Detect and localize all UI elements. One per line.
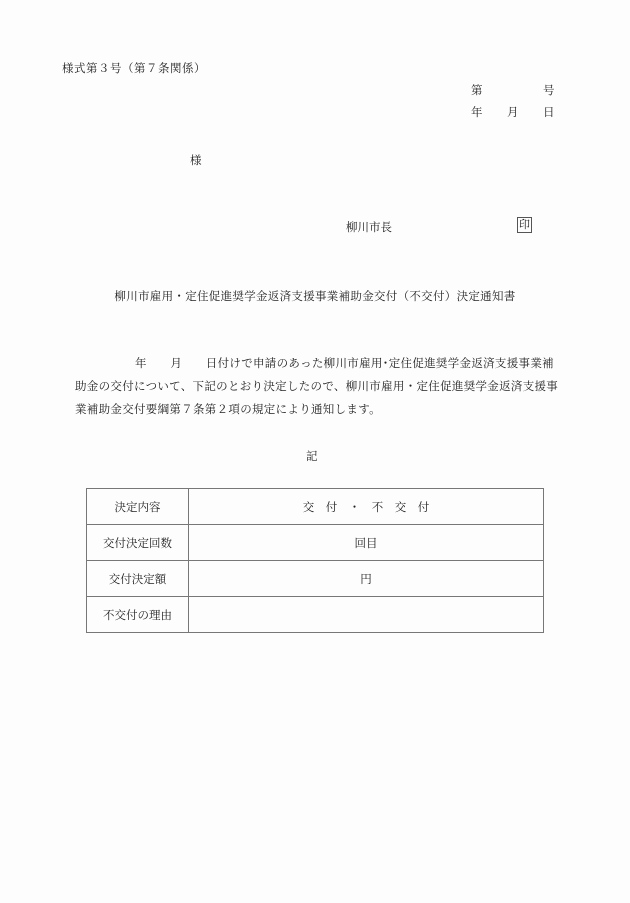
document-title: 柳川市雇用・定住促進奨学金返済支援事業補助金交付（不交付）決定通知書 xyxy=(114,289,516,303)
doc-number-prefix: 第 xyxy=(471,83,483,97)
form-label: 様式第３号（第７条関係） xyxy=(62,61,206,75)
row-value xyxy=(189,597,544,633)
ki-heading: 記 xyxy=(306,449,318,463)
table-row xyxy=(87,525,544,561)
row-label: 交付決定回数 xyxy=(87,525,189,561)
row-value: 交 付 ・ 不 交 付 xyxy=(189,489,544,525)
date-year: 年 xyxy=(471,105,483,119)
doc-number-suffix: 号 xyxy=(543,83,555,97)
row-value: 回目 xyxy=(189,525,544,561)
table-row xyxy=(87,489,544,525)
date-day: 日 xyxy=(543,105,555,119)
table-row xyxy=(87,561,544,597)
body-text xyxy=(75,352,585,421)
body-line-1: 年 月 日付けで申請のあった柳川市雇用･定住促進奨学金返済支援事業補 xyxy=(135,356,554,370)
row-label: 決定内容 xyxy=(87,489,189,525)
row-label: 交付決定額 xyxy=(87,561,189,597)
row-value: 円 xyxy=(189,561,544,597)
table-row xyxy=(87,597,544,633)
body-line-3: 業補助金交付要綱第７条第２項の規定により通知します。 xyxy=(75,402,381,416)
issuer: 柳川市長 xyxy=(346,220,392,234)
row-label: 不交付の理由 xyxy=(87,597,189,633)
decision-table xyxy=(86,488,544,633)
date-month: 月 xyxy=(507,105,519,119)
seal-stamp: 印 xyxy=(519,218,530,231)
addressee: 様 xyxy=(190,153,202,167)
body-line-2: 助金の交付について、下記のとおり決定したので、柳川市雇用・定住促進奨学金返済支援事 xyxy=(75,379,559,393)
